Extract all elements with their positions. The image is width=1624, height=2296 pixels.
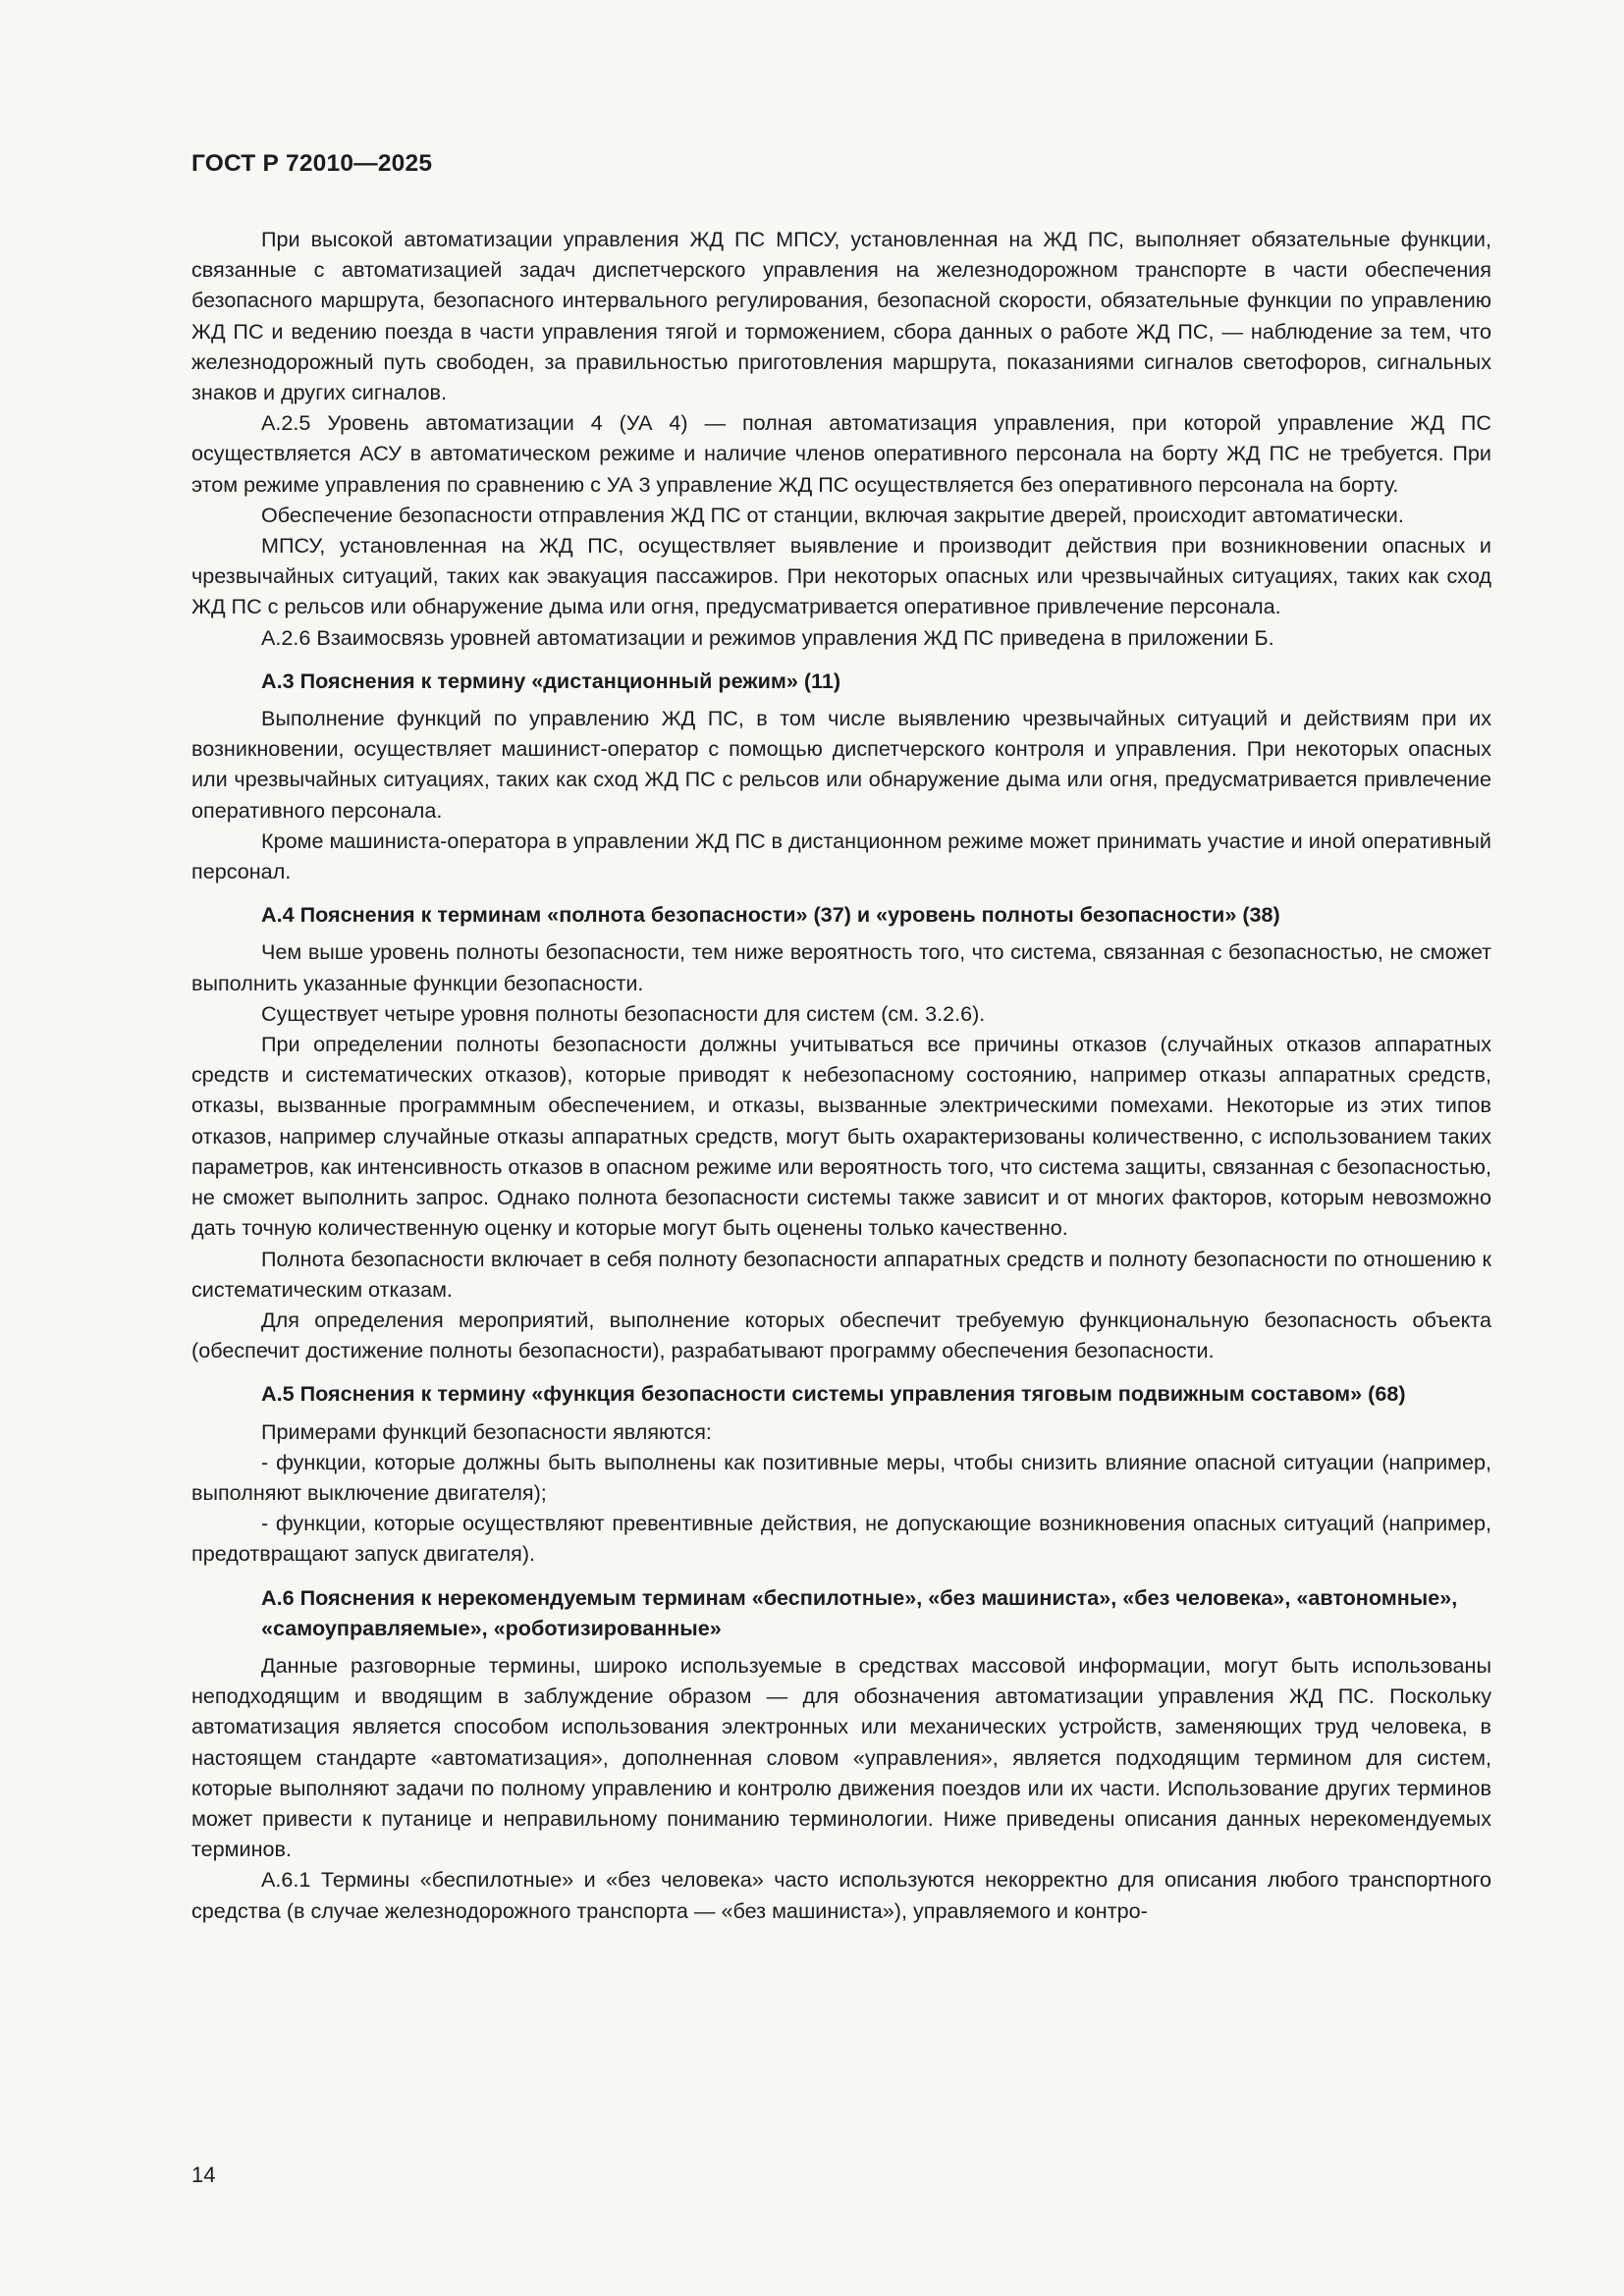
section-heading-a-4: А.4 Пояснения к терминам «полнота безопасности» (37) и «уровень полноты безопасности» (38) — [261, 902, 1280, 928]
section-heading-a-6: А.6 Пояснения к нерекомендуемым терминам «беспилотные», «без машиниста», «без человека», «автономные», «самоуправляемые», «роботизированные» — [261, 1584, 1458, 1640]
clause-a-6-1: А.6.1 Термины «беспилотные» и «без человека» часто используются некорректно для описания любого транспортного средства (в случае железнодорожного транспорта — «без машиниста»), управляемого и контро- — [191, 1867, 1491, 1923]
page-number: 14 — [191, 2163, 216, 2187]
paragraph: Данные разговорные термины, широко используемые в средствах массовой информации, могут быть использованы неподходящим и вводящим в заблуждение образом — для обозначения автоматизации управления ЖД ПС. Поскольку автоматизация является способом использования электронных или механических устройств, заменяющих труд человека, в настоящем стандарте «автоматизация», дополненная словом «управления», является подходящим термином для систем, которые выполняют задачи по полному управлению и контролю движения поездов или их части. Использование других терминов может привести к путанице и неправильному пониманию терминологии. Ниже приведены описания данных нерекомендуемых терминов. — [191, 1652, 1491, 1862]
paragraph: Выполнение функций по управлению ЖД ПС, в том числе выявлению чрезвычайных ситуаций и действиям при их возникновении, осуществляет машинист-оператор с помощью диспетчерского контроля и управления. При некоторых опасных или чрезвычайных ситуациях, таких как сход ЖД ПС с рельсов или обнаружение дыма или огня, предусматривается привлечение оперативного персонала. — [191, 706, 1491, 823]
section-heading-a-5: А.5 Пояснения к термину «функция безопасности системы управления тяговым подвижным составом» (68) — [261, 1381, 1406, 1407]
paragraph: Примерами функций безопасности являются: — [261, 1418, 712, 1444]
paragraph: Полнота безопасности включает в себя полноту безопасности аппаратных средств и полноту безопасности по отношению к систематическим отказам. — [191, 1246, 1491, 1302]
document-body — [191, 224, 1491, 1926]
paragraph: Обеспечение безопасности отправления ЖД ПС от станции, включая закрытие дверей, происходит автоматически. — [261, 502, 1404, 527]
paragraph: Существует четыре уровня полноты безопасности для систем (см. 3.2.6). — [261, 1000, 986, 1026]
paragraph: Для определения мероприятий, выполнение которых обеспечит требуемую функциональную безопасность объекта (обеспечит достижение полноты безопасности), разрабатывают программу обеспечения безопасности. — [191, 1307, 1491, 1363]
section-heading-a-3: А.3 Пояснения к термину «дистанционный режим» (11) — [261, 667, 841, 693]
paragraph: Кроме машиниста-оператора в управлении ЖД ПС в дистанционном режиме может принимать участие и иной оперативный персонал. — [191, 828, 1491, 884]
paragraph: При определении полноты безопасности должны учитываться все причины отказов (случайных отказов аппаратных средств и систематических отказов), которые приводят к небезопасному состоянию, например отказы аппаратных средств, отказы, вызванные программным обеспечением, и отказы, вызванные электрическими помехами. Некоторые из этих типов отказов, например случайные отказы аппаратных средств, могут быть охарактеризованы количественно, с использованием таких параметров, как интенсивность отказов в опасном режиме или вероятность того, что система защиты, связанная с безопасностью, не сможет выполнить запрос. Однако полнота безопасности системы также зависит и от многих факторов, которым невозможно дать точную количественную оценку и которые могут быть оценены только качественно. — [191, 1032, 1491, 1241]
paragraph: Чем выше уровень полноты безопасности, тем ниже вероятность того, что система, связанная с безопасностью, не сможет выполнить указанные функции безопасности. — [191, 939, 1491, 995]
paragraph: При высокой автоматизации управления ЖД ПС МПСУ, установленная на ЖД ПС, выполняет обязательные функции, связанные с автоматизацией задач диспетчерского управления на железнодорожном транспорте в части обеспечения безопасного маршрута, безопасного интервального регулирования, безопасной скорости, обязательные функции по управлению ЖД ПС и ведению поезда в части управления тягой и торможением, сбора данных о работе ЖД ПС, — наблюдение за тем, что железнодорожный путь свободен, за правильностью приготовления маршрута, показаниями сигналов светофоров, сигнальных знаков и других сигналов. — [191, 227, 1491, 405]
list-item: - функции, которые осуществляют превентивные действия, не допускающие возникновения опасных ситуаций (например, предотвращают запуск двигателя). — [191, 1511, 1491, 1567]
clause-a-2-5: А.2.5 Уровень автоматизации 4 (УА 4) — полная автоматизация управления, при которой управление ЖД ПС осуществляется АСУ в автоматическом режиме и наличие членов оперативного персонала на борту ЖД ПС не требуется. При этом режиме управления по сравнению с УА 3 управление ЖД ПС осуществляется без оперативного персонала на борту. — [191, 410, 1491, 497]
list-item: - функции, которые должны быть выполнены как позитивные меры, чтобы снизить влияние опасной ситуации (например, выполняют выключение двигателя); — [191, 1449, 1491, 1505]
clause-a-2-6: А.2.6 Взаимосвязь уровней автоматизации и режимов управления ЖД ПС приведена в приложении Б. — [261, 624, 1274, 650]
document-header-code: ГОСТ Р 72010—2025 — [191, 150, 433, 177]
paragraph: МПСУ, установленная на ЖД ПС, осуществляет выявление и производит действия при возникновении опасных и чрезвычайных ситуаций, таких как эвакуация пассажиров. При некоторых опасных или чрезвычайных ситуациях, таких как сход ЖД ПС с рельсов или обнаружение дыма или огня, предусматривается оперативное привлечение персонала. — [191, 533, 1491, 619]
